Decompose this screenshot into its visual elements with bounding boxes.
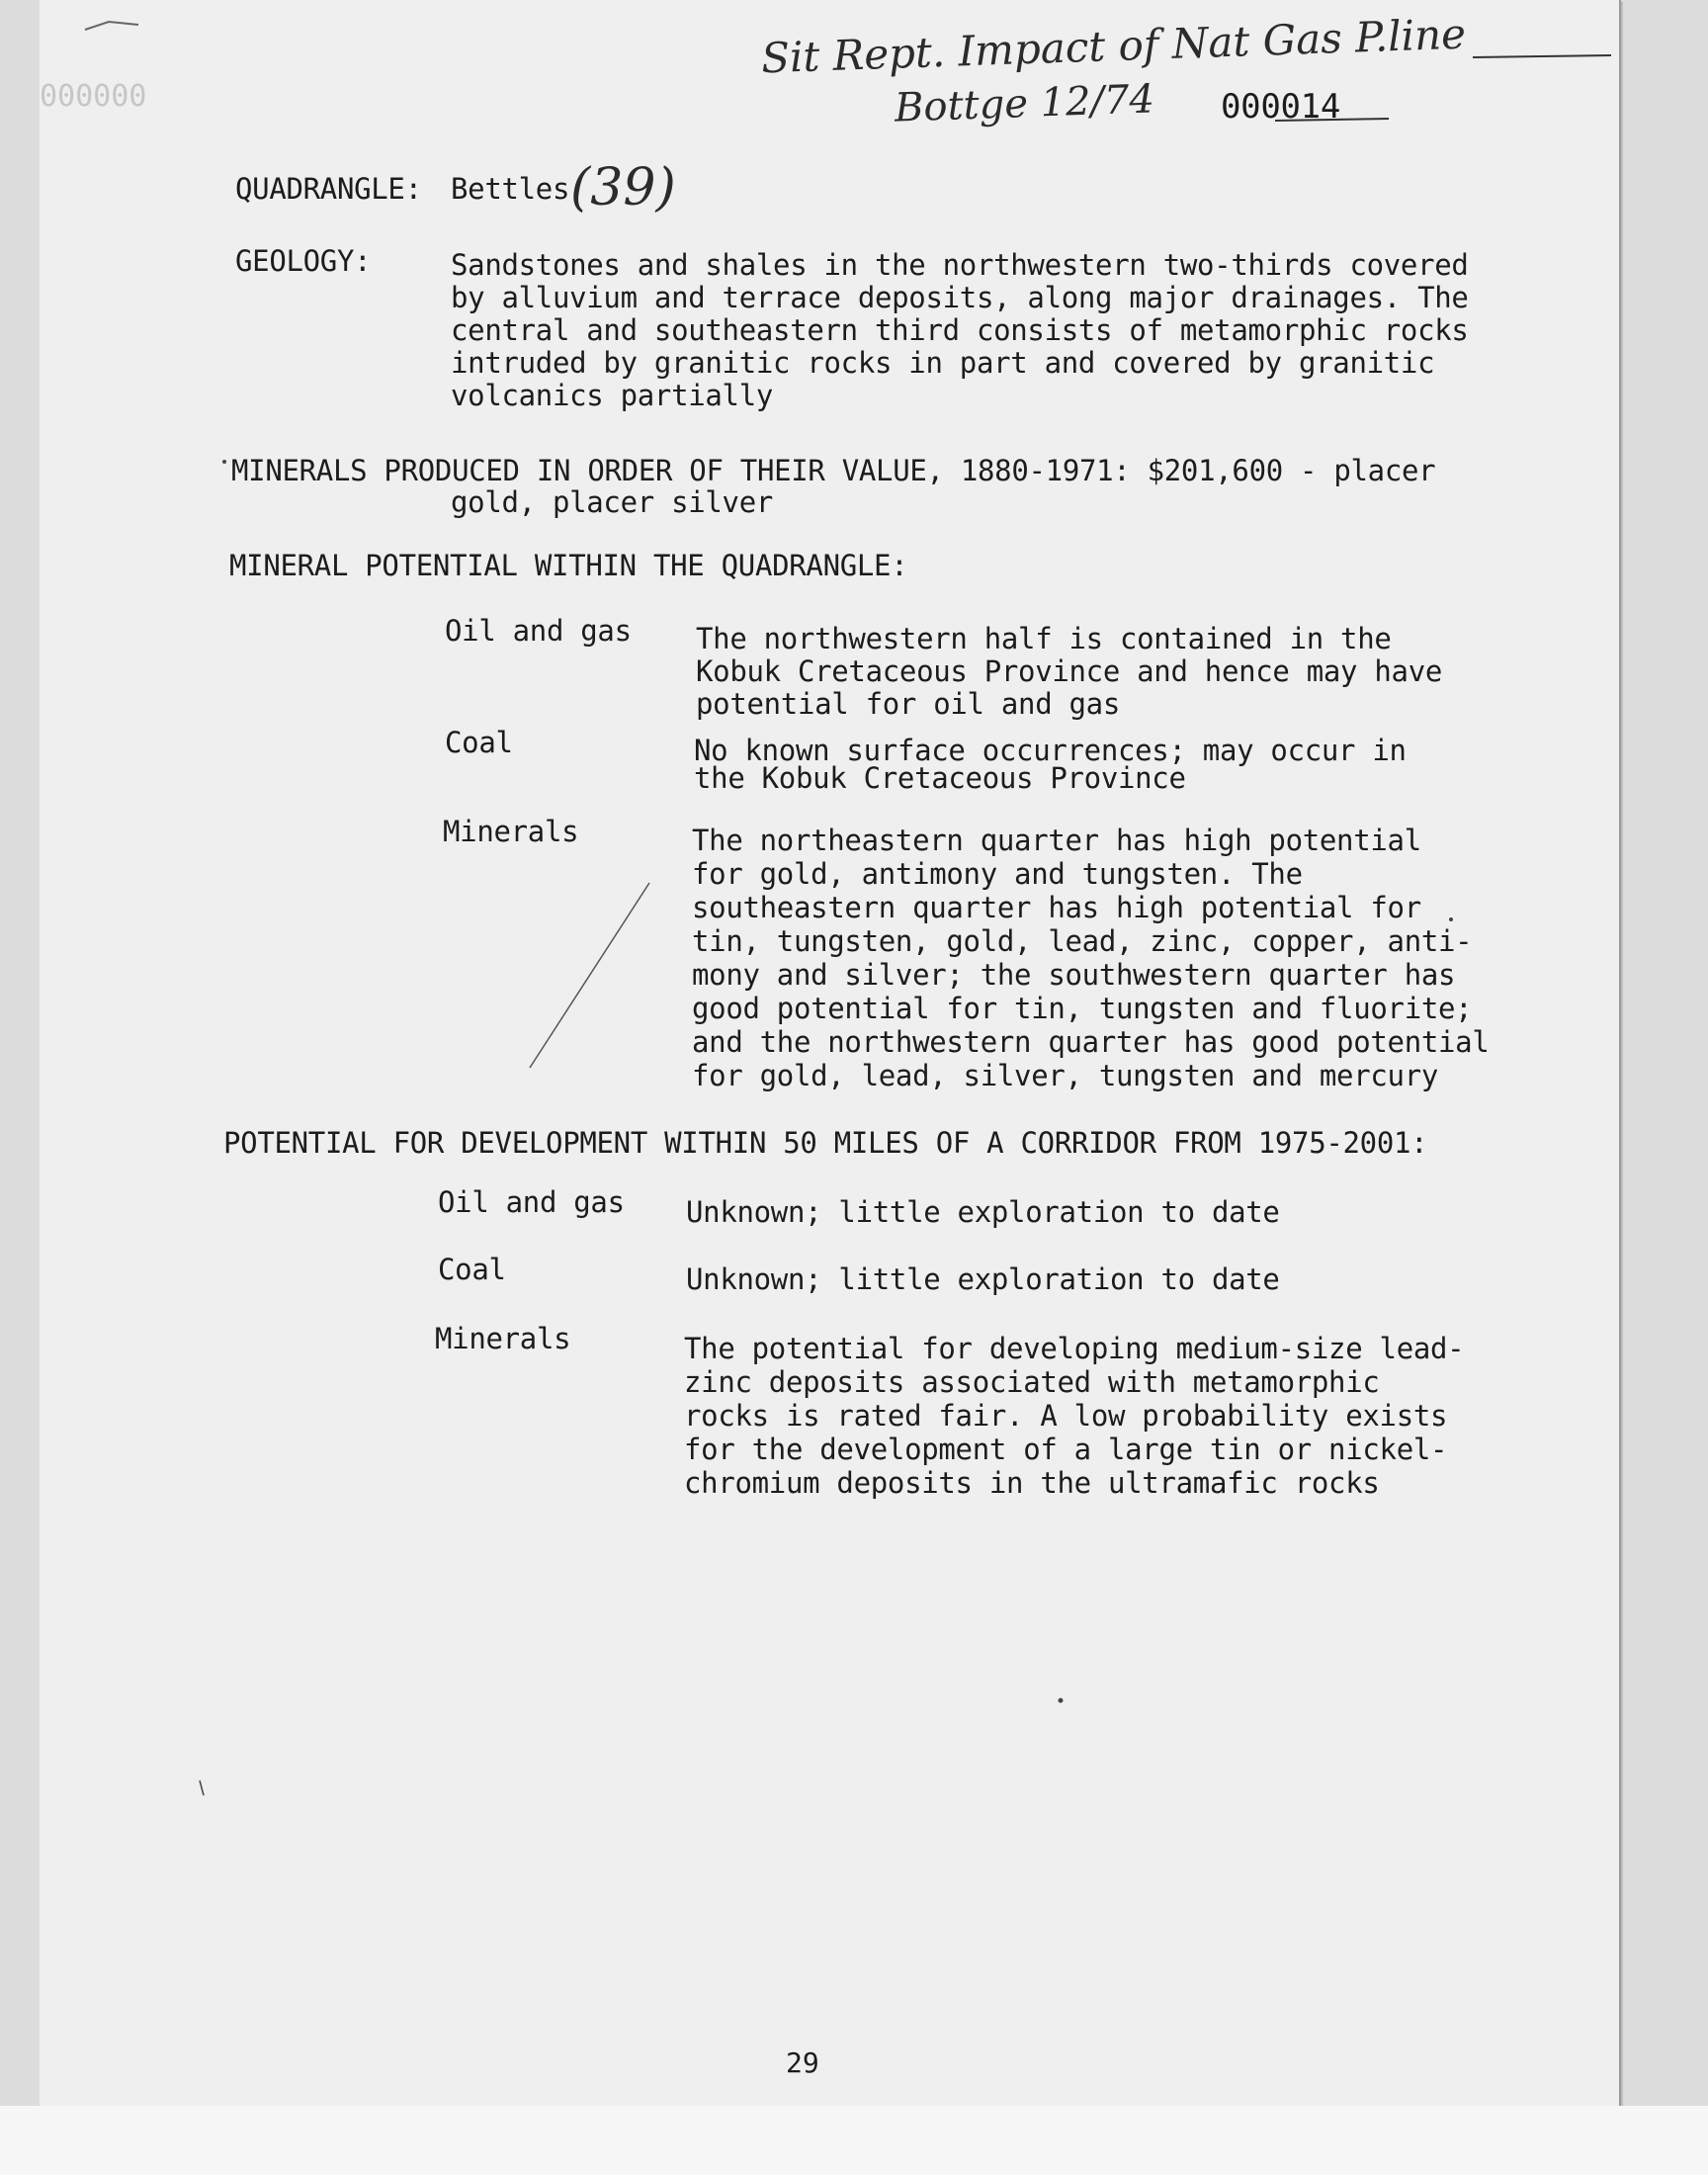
development-item-line: chromium deposits in the ultramafic rocks <box>684 1466 1380 1500</box>
potential-item-line: The northeastern quarter has high potential <box>692 824 1421 857</box>
potential-item-label: Coal <box>445 726 513 759</box>
geology-line: central and southeastern third consists of metamorphic rocks <box>451 313 1469 347</box>
page-number: 29 <box>786 2046 819 2079</box>
potential-item-line: for gold, antimony and tungsten. The <box>692 857 1303 891</box>
potential-item-line: tin, tungsten, gold, lead, zinc, copper, anti- <box>692 924 1473 958</box>
development-item-label: Minerals <box>435 1322 571 1355</box>
potential-item-line: the Kobuk Cretaceous Province <box>694 761 1186 795</box>
development-item-line: Unknown; little exploration to date <box>686 1262 1280 1296</box>
geology-label: GEOLOGY: <box>235 244 372 278</box>
bleed-through-number: 000000 <box>40 79 147 114</box>
potential-item-line: and the northwestern quarter has good potential <box>692 1025 1490 1059</box>
minerals-produced-line: gold, placer silver <box>451 485 774 519</box>
development-item-line: for the development of a large tin or nickel- <box>684 1433 1448 1466</box>
mineral-potential-heading: MINERAL POTENTIAL WITHIN THE QUADRANGLE: <box>229 549 908 582</box>
minerals-produced-line: MINERALS PRODUCED IN ORDER OF THEIR VALUE, 1880-1971: $201,600 - placer <box>231 454 1436 487</box>
quadrangle-label: QUADRANGLE: <box>235 172 422 206</box>
handwritten-author-date: Bottge 12/74 <box>894 76 1155 131</box>
development-item-line: rocks is rated fair. A low probability exists <box>684 1399 1448 1433</box>
development-item-label: Oil and gas <box>438 1185 625 1219</box>
potential-item-line: southeastern quarter has high potential for <box>692 891 1421 924</box>
potential-item-line: for gold, lead, silver, tungsten and mercury <box>692 1059 1439 1092</box>
geology-line: Sandstones and shales in the northwestern two-thirds covered <box>451 248 1469 282</box>
potential-item-label: Oil and gas <box>445 614 632 648</box>
potential-item-line: No known surface occurrences; may occur in <box>694 734 1407 767</box>
document-stamp-number: 000014 <box>1221 87 1341 127</box>
potential-item-line: Kobuk Cretaceous Province and hence may have <box>696 654 1443 688</box>
geology-line: intruded by granitic rocks in part and covered by granitic <box>451 346 1435 380</box>
potential-item-line: mony and silver; the southwestern quarter has <box>692 958 1456 992</box>
geology-line: by alluvium and terrace deposits, along major drainages. The <box>451 281 1469 314</box>
development-item-line: Unknown; little exploration to date <box>686 1195 1280 1229</box>
handwritten-title: Sit Rept. Impact of Nat Gas P.line <box>760 9 1467 83</box>
handwritten-quad-number: (39) <box>570 158 676 218</box>
potential-item-line: potential for oil and gas <box>696 687 1120 721</box>
potential-item-line: The northwestern half is contained in the <box>696 622 1392 655</box>
geology-line: volcanics partially <box>451 379 774 412</box>
potential-item-label: Minerals <box>443 815 579 848</box>
development-item-label: Coal <box>438 1253 506 1286</box>
development-heading: POTENTIAL FOR DEVELOPMENT WITHIN 50 MILES OF A CORRIDOR FROM 1975-2001: <box>223 1126 1428 1160</box>
potential-item-line: good potential for tin, tungsten and fluorite; <box>692 992 1473 1025</box>
quadrangle-value: Bettles <box>451 172 570 206</box>
development-item-line: The potential for developing medium-size lead- <box>684 1332 1465 1365</box>
development-item-line: zinc deposits associated with metamorphic <box>684 1365 1380 1399</box>
